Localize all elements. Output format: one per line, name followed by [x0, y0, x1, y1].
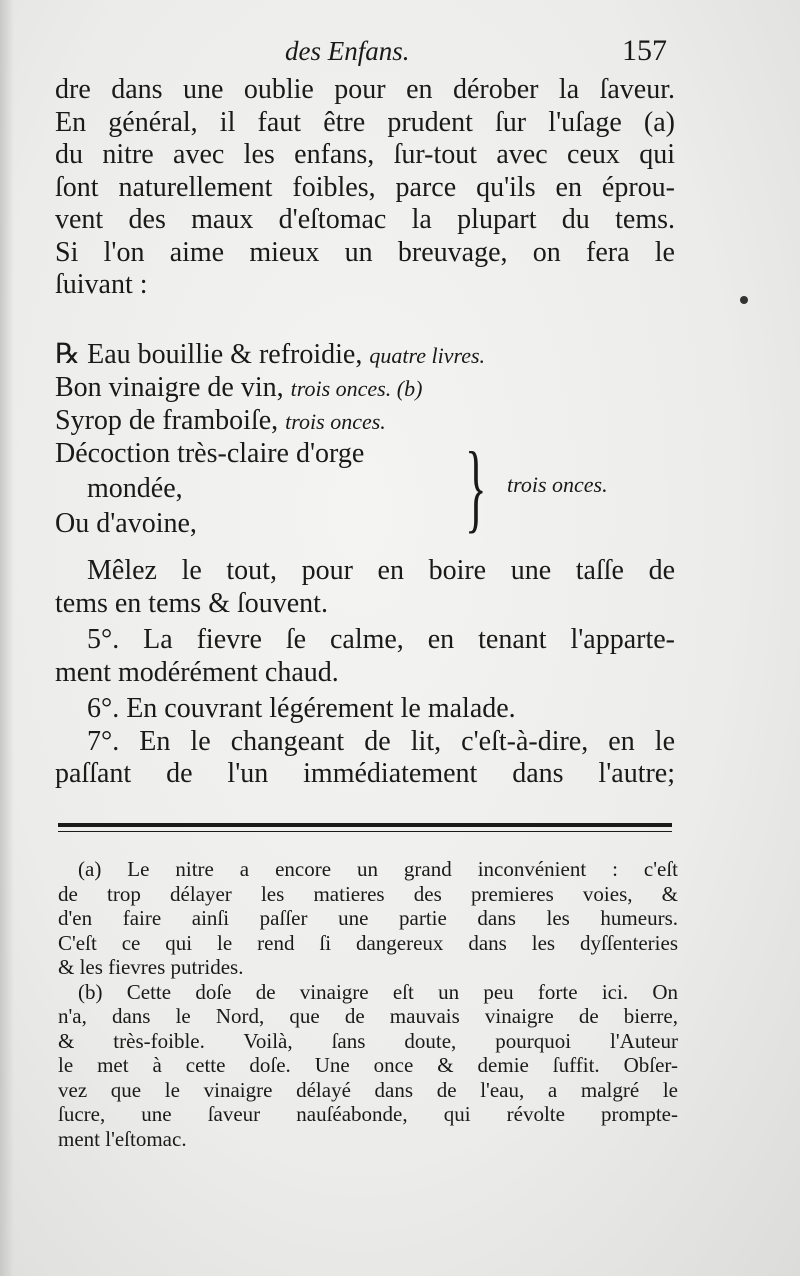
footnote-line: C'eſt ce qui le rend ſi dangereux dans les dyſſenteries: [58, 930, 678, 955]
recipe-symbol: ℞: [55, 339, 81, 370]
footnote-line: (a) Le nitre a encore un grand inconvénient : c'eſt: [78, 857, 678, 881]
text-line: ſont naturellement foibles, parce qu'ils en éprou-: [55, 171, 675, 203]
text-line: 5°. La fievre ſe calme, en tenant l'apparte-: [87, 624, 675, 655]
main-text: [55, 74, 675, 302]
footnote-line: le met à cette doſe. Une once & demie ſuffit. Obſer-: [58, 1053, 678, 1077]
footnote-line: n'a, dans le Nord, que de mauvais vinaigre de bierre,: [58, 1004, 678, 1028]
text-line: paſſant de l'un immédiatement dans l'autre;: [55, 758, 675, 789]
curly-brace-icon: }: [465, 431, 487, 542]
text-line: Mêlez le tout, pour en boire une taſſe de: [87, 555, 675, 586]
recipe-ingredient: mondée,: [87, 473, 183, 504]
recipe-quantity: trois onces.: [285, 409, 386, 434]
footnote-line: ment l'eſtomac.: [58, 1126, 187, 1151]
recipe-line: [55, 338, 675, 371]
page-number: 157: [622, 34, 667, 67]
page-header: [0, 30, 800, 70]
recipe-quantity: trois onces. (b): [290, 376, 423, 401]
footnote-line: de trop délayer les matieres des premieres voies, &: [58, 881, 678, 906]
footnotes: [58, 857, 678, 1151]
continuation-text: [55, 555, 675, 791]
running-title: des Enfans.: [285, 36, 410, 66]
footnote-divider: [58, 823, 672, 827]
recipe-line: [55, 371, 675, 404]
footnote-line: & très-foible. Voilà, ſans doute, pourquoi l'Auteur: [58, 1028, 678, 1053]
text-line: dre dans une oublie pour en dérober la ſaveur.: [55, 74, 675, 105]
text-line: vent des maux d'eſtomac la plupart du tems.: [55, 204, 675, 235]
footnote-line: ſucre, une ſaveur nauſéabonde, qui révolte prompte-: [58, 1102, 678, 1126]
recipe-block: [55, 338, 675, 545]
text-line: tems en tems & ſouvent.: [55, 587, 328, 619]
text-line: ment modérément chaud.: [55, 656, 339, 688]
text-line: 7°. En le changeant de lit, c'eſt-à-dire, en le: [87, 725, 675, 757]
footnote-line: vez que le vinaigre délayé dans de l'eau, a malgré le: [58, 1077, 678, 1102]
text-line: du nitre avec les enfans, ſur-tout avec ceux qui: [55, 139, 675, 170]
text-line: En général, il faut être prudent ſur l'uſage (a): [55, 106, 675, 138]
footnote-divider-thin: [58, 831, 672, 832]
recipe-ingredient: Syrop de framboiſe,: [55, 405, 279, 436]
recipe-ingredient: Ou d'avoine,: [55, 508, 197, 539]
recipe-brace-group: [55, 431, 675, 545]
page-gutter-shadow: [0, 0, 14, 1276]
text-line: Si l'on aime mieux un breuvage, on fera le: [55, 236, 675, 268]
recipe-line: [55, 404, 675, 437]
recipe-ingredient: Décoction très-claire d'orge: [55, 438, 365, 469]
footnote-line: (b) Cette doſe de vinaigre eſt un peu forte ici. On: [78, 979, 678, 1004]
recipe-quantity: quatre livres.: [369, 343, 486, 368]
footnote-line: d'en faire ainſi paſſer une partie dans les humeurs.: [58, 906, 678, 930]
footnote-line: & les fievres putrides.: [58, 955, 244, 979]
text-line: ſuivant :: [55, 269, 148, 300]
recipe-ingredient: Bon vinaigre de vin,: [55, 372, 284, 403]
ink-speck: [740, 296, 748, 304]
recipe-ingredient: Eau bouillie & refroidie,: [87, 339, 363, 370]
recipe-quantity: trois onces.: [507, 472, 608, 497]
text-line: 6°. En couvrant légérement le malade.: [87, 693, 516, 724]
